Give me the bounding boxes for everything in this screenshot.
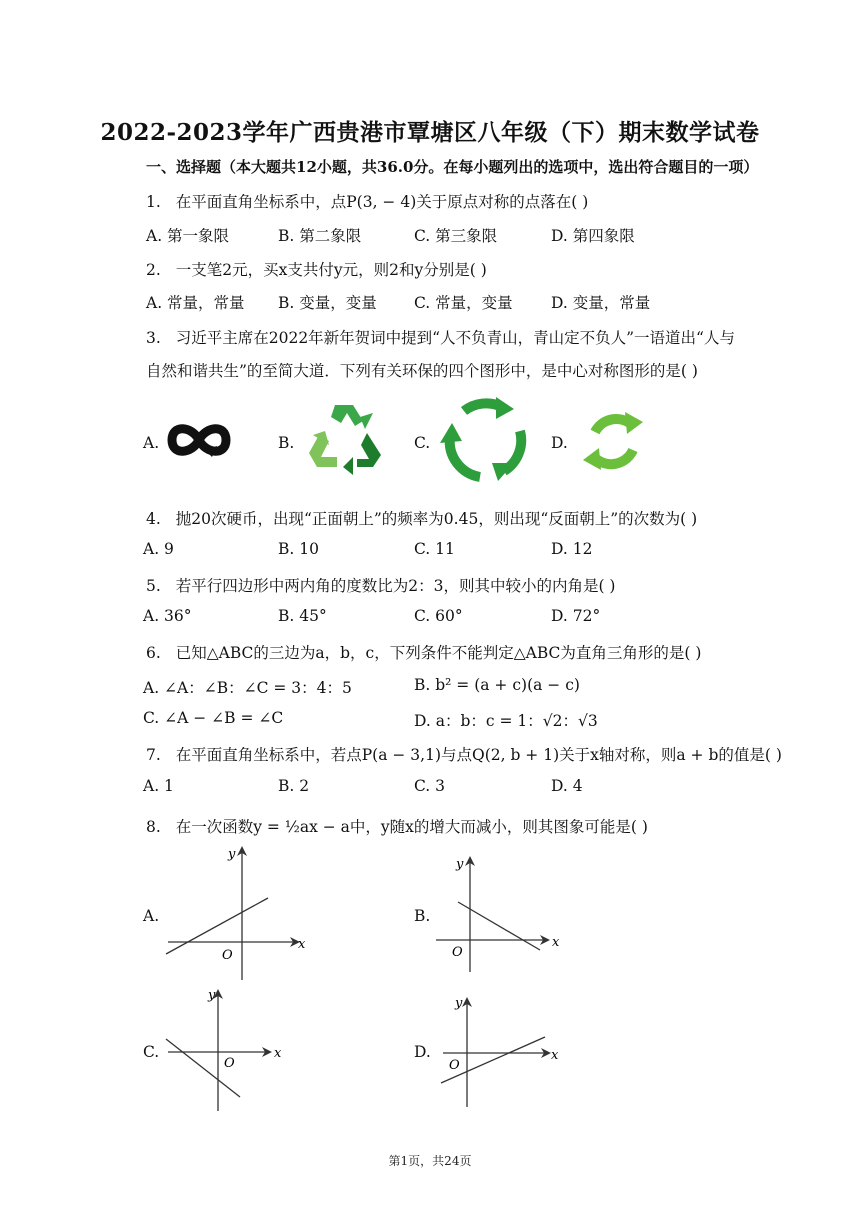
graph-b (432, 852, 567, 977)
option-c: C. (143, 1043, 160, 1061)
option-b: B. 45° (278, 607, 327, 625)
option-b: B. 10 (278, 540, 319, 558)
question-5 (146, 574, 615, 596)
option-c: C. 60° (414, 607, 463, 625)
graph-d (435, 995, 565, 1115)
option-a: A. 第一象限 (146, 227, 230, 245)
question-3-line-2: 自然和谐共生”的至简大道．下列有关环保的四个图形中，是中心对称图形的是( ) (146, 362, 698, 380)
infinity-arrow-icon (168, 420, 230, 460)
origin-label: O (449, 1058, 460, 1073)
option-d: D. 4 (551, 777, 583, 795)
question-number: 2. (146, 261, 161, 279)
option-b: B. b² = (a + c)(a − c) (414, 676, 580, 694)
question-1 (146, 190, 588, 212)
option-c: C. 第三象限 (414, 227, 498, 245)
option-a: A. (143, 907, 160, 925)
option-c: C. 常量，变量 (414, 294, 513, 312)
x-axis-label: x (274, 1046, 282, 1061)
section-heading: 一、选择题（本大题共12小题，共36.0分。在每小题列出的选项中，选出符合题目的一项） (146, 158, 759, 176)
x-axis-label: x (551, 1048, 559, 1063)
option-c: C. ∠A − ∠B = ∠C (143, 709, 284, 727)
option-d: D. 72° (551, 607, 601, 625)
question-text: 若平行四边形中两内角的度数比为2：3，则其中较小的内角是( ) (175, 577, 616, 595)
question-7 (146, 743, 782, 765)
question-6 (146, 641, 701, 663)
option-a: A. 9 (143, 540, 174, 558)
y-axis-label: y (228, 847, 236, 862)
question-number: 7. (146, 746, 161, 764)
option-d: D. 第四象限 (551, 227, 635, 245)
option-a: A. 36° (143, 607, 192, 625)
y-axis-label: y (456, 857, 464, 872)
option-d: D. (414, 1043, 431, 1061)
question-text: 一支笔2元，买x支共付y元，则2和y分别是( ) (175, 261, 487, 279)
option-b: B. (414, 907, 431, 925)
option-d: D. 12 (551, 540, 593, 558)
question-number: 5. (146, 577, 161, 595)
x-axis-label: x (552, 935, 560, 950)
option-c: C. 11 (414, 540, 455, 558)
option-b: B. 变量，变量 (278, 294, 377, 312)
question-text: 在平面直角坐标系中，点P(3, − 4)关于原点对称的点落在( ) (175, 193, 589, 211)
question-number: 8. (146, 818, 161, 836)
origin-label: O (222, 948, 233, 963)
refresh-arrows-icon (581, 408, 645, 474)
question-text: 抛20次硬币，出现“正面朝上”的频率为0.45，则出现“反面朝上”的次数为( ) (175, 510, 698, 528)
x-axis-label: x (298, 937, 306, 952)
question-number: 1. (146, 193, 161, 211)
option-d: D. a：b：c = 1：√2：√3 (414, 712, 598, 730)
question-3 (146, 326, 735, 348)
page-title: 2022-2023学年广西贵港市覃塘区八年级（下）期末数学试卷 (100, 119, 760, 146)
option-b: B. (278, 434, 295, 452)
y-axis-label: y (208, 988, 216, 1003)
question-number: 6. (146, 644, 161, 662)
option-b: B. 第二象限 (278, 227, 362, 245)
question-text: 已知△ABC的三边为a，b，c，下列条件不能判定△ABC为直角三角形的是( ) (175, 644, 702, 662)
origin-label: O (452, 945, 463, 960)
option-c: C. (414, 434, 431, 452)
option-a: A. (143, 434, 160, 452)
question-4 (146, 507, 697, 529)
option-a: A. ∠A：∠B：∠C = 3：4：5 (143, 679, 352, 697)
graph-c (160, 985, 290, 1115)
question-number: 4. (146, 510, 161, 528)
question-8 (146, 815, 648, 837)
y-axis-label: y (455, 996, 463, 1011)
question-number: 3. (146, 329, 161, 347)
question-text: 在平面直角坐标系中，若点P(a − 3,1)与点Q(2, b + 1)关于x轴对称，则a + b的值是( ) (175, 746, 782, 764)
option-d: D. (551, 434, 568, 452)
option-d: D. 变量，常量 (551, 294, 651, 312)
page-footer: 第1页，共24页 (388, 1154, 472, 1168)
question-text: 习近平主席在2022年新年贺词中提到“人不负青山，青山定不负人”一语道出“人与 (175, 329, 735, 347)
question-text: 在一次函数y = ½ax − a中，y随x的增大而减小，则其图象可能是( ) (175, 818, 648, 836)
graph-a (160, 842, 310, 982)
option-a: A. 1 (143, 777, 174, 795)
option-c: C. 3 (414, 777, 446, 795)
option-a: A. 常量，常量 (146, 294, 245, 312)
circular-arrows-icon (440, 397, 532, 483)
origin-label: O (224, 1056, 235, 1071)
question-2 (146, 258, 487, 280)
option-b: B. 2 (278, 777, 310, 795)
recycle-icon (303, 401, 385, 479)
